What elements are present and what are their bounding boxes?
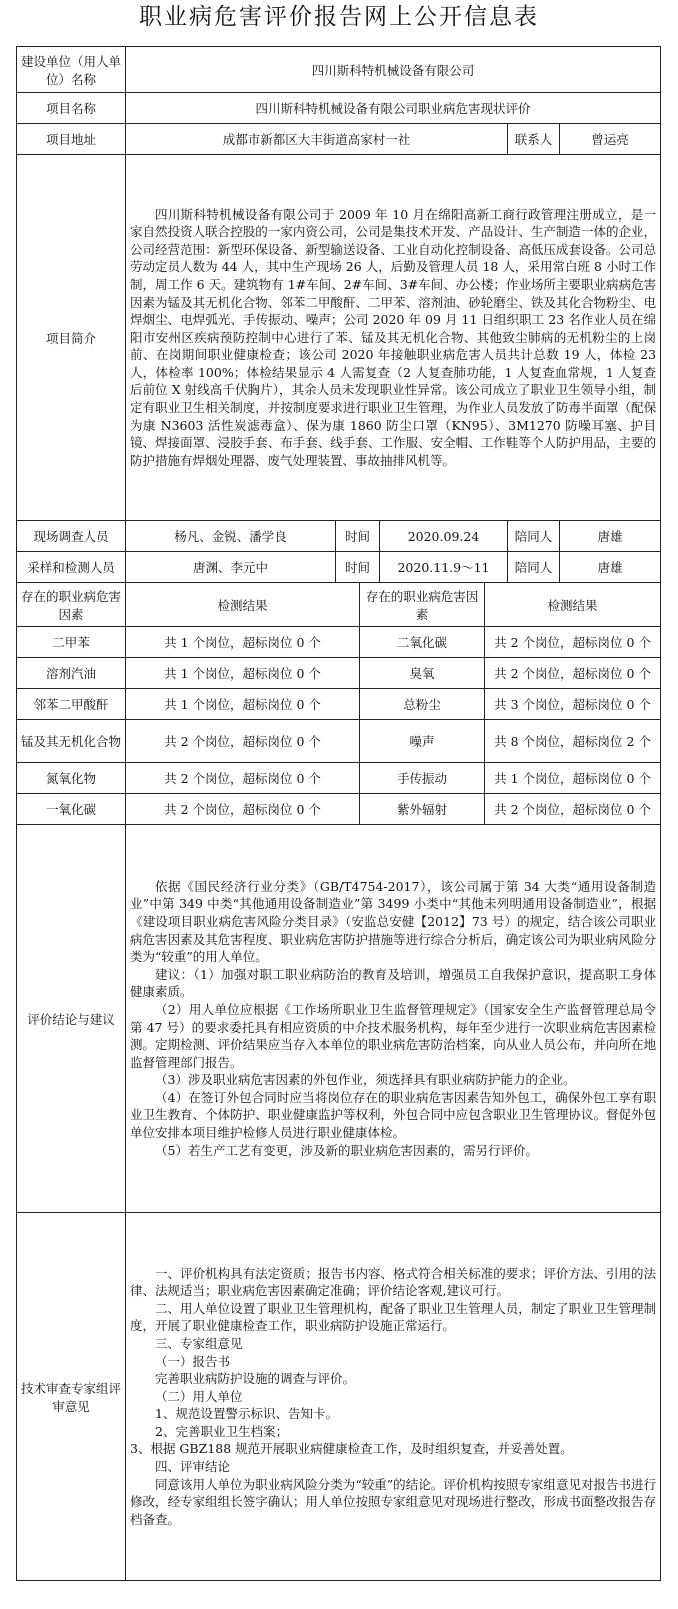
sampling-row bbox=[17, 552, 661, 583]
result-row bbox=[17, 794, 661, 825]
survey-time-label: 时间 bbox=[336, 521, 380, 552]
factor-cell: 邻苯二甲酸酐 bbox=[17, 689, 126, 720]
survey-staff: 杨凡、金锐、潘学良 bbox=[126, 521, 336, 552]
sampling-staff: 唐渊、李元中 bbox=[126, 552, 336, 583]
page-title: 职业病危害评价报告网上公开信息表 bbox=[139, 4, 539, 30]
project-address-row bbox=[17, 124, 661, 155]
survey-row bbox=[17, 521, 661, 552]
conclusion-paragraph: 依据《国民经济行业分类》（GB/T4754-2017），该公司属于第 34 大类“通用设备制造业”中第 349 中类“其他通用设备制造业”第 3499 小类中“其他未列明通用设备制造业”，根据《建设项目职业病危害风险分类目录》（安监总安健【2012】73 号）的规定，结合该公司职业病危害因素及其危害程度、职业病危害防护措施等进行综合分析后，确定该公司为职业病风险分类为“较重”的用人单位。 bbox=[130, 878, 657, 965]
factor-cell: 氮氧化物 bbox=[17, 763, 126, 794]
contact-label: 联系人 bbox=[508, 124, 560, 155]
factor-header-right: 存在的职业病危害因素 bbox=[360, 583, 485, 627]
project-address-value: 成都市新都区大丰街道高家村一社 bbox=[126, 124, 508, 155]
project-name-value: 四川斯科特机械设备有限公司职业病危害现状评价 bbox=[126, 93, 661, 124]
review-paragraph: 四、评审结论 bbox=[155, 1459, 231, 1475]
sampling-companion: 唐雄 bbox=[560, 552, 661, 583]
result-cell: 共 1 个岗位，超标岗位 0 个 bbox=[126, 689, 360, 720]
result-row bbox=[17, 658, 661, 689]
info-table bbox=[16, 46, 661, 1581]
employer-row bbox=[17, 47, 661, 93]
contact-value: 曾运亮 bbox=[560, 124, 661, 155]
review-paragraph: 同意该用人单位为职业病风险分类为“较重”的结论。评价机构按照专家组意见对报告书进行修改，经专家组组长签字确认；用人单位按照专家组意见对现场进行整改，形成书面整改报告存档备查。 bbox=[130, 1476, 657, 1527]
result-cell: 共 1 个岗位，超标岗位 0 个 bbox=[126, 627, 360, 658]
conclusion-row bbox=[17, 825, 661, 1213]
factor-cell: 锰及其无机化合物 bbox=[17, 720, 126, 763]
review-paragraph: （二）用人单位 bbox=[155, 1388, 243, 1404]
result-cell: 共 2 个岗位，超标岗位 0 个 bbox=[485, 627, 661, 658]
survey-companion: 唐雄 bbox=[560, 521, 661, 552]
review-paragraph: 1、规范设置警示标识、告知卡。 bbox=[155, 1406, 338, 1422]
sampling-companion-label: 陪同人 bbox=[508, 552, 560, 583]
factor-cell: 紫外辐射 bbox=[360, 794, 485, 825]
factor-cell: 臭氧 bbox=[360, 658, 485, 689]
sampling-label: 采样和检测人员 bbox=[17, 552, 126, 583]
survey-time: 2020.09.24 bbox=[380, 521, 508, 552]
review-paragraph: 2、完善职业卫生档案； bbox=[155, 1423, 288, 1439]
factor-cell: 溶剂汽油 bbox=[17, 658, 126, 689]
results-header-row bbox=[17, 583, 661, 627]
review-paragraph: （一）报告书 bbox=[155, 1353, 231, 1369]
intro-text: 四川斯科特机械设备有限公司于 2009 年 10 月在绵阳高新工商行政管理注册成立，是一家自然投资人联合控股的一家内资公司，公司是集技术开发、产品设计、生产制造一体的企业，公司经营范围：新型环保设备、新型输送设备、工业自动化控制设备、高低压成套设备。公司总劳动定员人数为 44 人，其中生产现场 26 人，后勤及管理人员 18 人，采用常白班 8 小时工作制，周工作 6 天。建筑物有 1#车间、2#车间、3#车间、办公楼；作业场所主要职业病病危害因素为锰及其无机化合物、邻苯二甲酸酐、二甲苯、溶剂油、砂轮磨尘、铁及其化合物粉尘、电焊烟尘、电焊弧光、手传振动、噪声；公司 2020 年 09 月 11 日组织职工 23 名作业人员在绵阳市安州区疾病预防控制中心进行了苯、锰及其无机化合物、其他致尘肺病的无机粉尘的上岗前、在岗期间职业健康检查；该公司 2020 年接触职业病危害人员共计总数 19 人，体检 23 人，体检率 100%；体检结果显示 4 人需复查（2 人复查肺功能，1 人复查血常规，1 人复查后前位 X 射线高千伏胸片），其余人员未发现职业性异常。该公司成立了职业卫生领导小组，制定有职业卫生相关制度，并按制度要求进行职业卫生管理，为作业人员发放了防毒半面罩（配保为康 N3603 活性炭滤毒盒）、保为康 1860 防尘口罩（KN95）、3M1270 防噪耳塞、护目镜、焊接面罩、浸胶手套、布手套、线手套、工作服、安全帽、工作鞋等个人防护用品，主要的防护措施有焊烟处理器、废气处理装置、事故抽排风机等。 bbox=[126, 155, 661, 521]
conclusion-paragraph: （4）在签订外包合同时应当将岗位存在的职业病危害因素告知外包工，确保外包工享有职业卫生教育、个体防护、职业健康监护等权利，外包合同中应包含职业卫生管理协议。督促外包单位安排本项目维护检修人员进行职业健康体检。 bbox=[130, 1089, 657, 1141]
result-cell: 共 8 个岗位，超标岗位 2 个 bbox=[485, 720, 661, 763]
review-paragraph: 一、评价机构具有法定资质；报告书内容、格式符合相关标准的要求；评价方法、引用的法律、法规适当；职业病危害因素确定准确；评价结论客观,建议可行。 bbox=[130, 1265, 657, 1299]
result-cell: 共 2 个岗位，超标岗位 0 个 bbox=[126, 763, 360, 794]
result-cell: 共 2 个岗位，超标岗位 0 个 bbox=[126, 720, 360, 763]
intro-row bbox=[17, 155, 661, 521]
result-cell: 共 2 个岗位，超标岗位 0 个 bbox=[126, 794, 360, 825]
factor-cell: 总粉尘 bbox=[360, 689, 485, 720]
conclusion-paragraph: （5）若生产工艺有变更，涉及新的职业病危害因素的，需另行评价。 bbox=[155, 1142, 538, 1158]
result-row bbox=[17, 720, 661, 763]
conclusion-text bbox=[126, 825, 661, 1213]
factor-header-left: 存在的职业病危害因素 bbox=[17, 583, 126, 627]
factor-cell: 手传振动 bbox=[360, 763, 485, 794]
result-row bbox=[17, 627, 661, 658]
result-cell: 共 1 个岗位，超标岗位 0 个 bbox=[485, 763, 661, 794]
sampling-time: 2020.11.9～11 bbox=[380, 552, 508, 583]
result-row bbox=[17, 763, 661, 794]
project-name-row bbox=[17, 93, 661, 124]
review-paragraph: 3、根据 GBZ188 规范开展职业病健康检查工作，及时组织复查，并妥善处置。 bbox=[130, 1441, 573, 1457]
result-header-left: 检测结果 bbox=[126, 583, 360, 627]
review-paragraph: 完善职业病防护设施的调查与评价。 bbox=[155, 1371, 356, 1387]
sampling-time-label: 时间 bbox=[336, 552, 380, 583]
result-cell: 共 2 个岗位，超标岗位 0 个 bbox=[485, 794, 661, 825]
employer-value: 四川斯科特机械设备有限公司 bbox=[126, 47, 661, 93]
review-paragraph: 二、用人单位设置了职业卫生管理机构，配备了职业卫生管理人员，制定了职业卫生管理制度，开展了职业健康检查工作，职业病防护设施正常运行。 bbox=[130, 1300, 657, 1334]
result-cell: 共 1 个岗位，超标岗位 0 个 bbox=[126, 658, 360, 689]
factor-cell: 一氧化碳 bbox=[17, 794, 126, 825]
result-header-right: 检测结果 bbox=[485, 583, 661, 627]
conclusion-label: 评价结论与建议 bbox=[17, 825, 126, 1213]
project-name-label: 项目名称 bbox=[17, 93, 126, 124]
survey-companion-label: 陪同人 bbox=[508, 521, 560, 552]
conclusion-paragraph: 建议：（1）加强对职工职业病防治的教育及培训，增强员工自我保护意识，提高职工身体健康素质。 bbox=[130, 966, 657, 1000]
review-row bbox=[17, 1213, 661, 1581]
intro-label: 项目简介 bbox=[17, 155, 126, 521]
result-cell: 共 2 个岗位，超标岗位 0 个 bbox=[485, 658, 661, 689]
factor-cell: 二甲苯 bbox=[17, 627, 126, 658]
conclusion-paragraph: （3）涉及职业病危害因素的外包作业，须选择具有职业病防护能力的企业。 bbox=[155, 1072, 576, 1088]
review-text bbox=[126, 1213, 661, 1581]
result-row bbox=[17, 689, 661, 720]
project-address-label: 项目地址 bbox=[17, 124, 126, 155]
survey-label: 现场调查人员 bbox=[17, 521, 126, 552]
employer-label: 建设单位（用人单位）名称 bbox=[17, 47, 126, 93]
factor-cell: 二氧化碳 bbox=[360, 627, 485, 658]
review-label: 技术审查专家组评审意见 bbox=[17, 1213, 126, 1581]
result-cell: 共 3 个岗位，超标岗位 0 个 bbox=[485, 689, 661, 720]
conclusion-paragraph: （2）用人单位应根据《工作场所职业卫生监督管理规定》（国家安全生产监督管理总局令第 47 号）的要求委托具有相应资质的中介技术服务机构，每年至少进行一次职业病危害因素检测。定期检测、评价结果应当存入本单位的职业病危害防治档案，向从业人员公布，并向所在地监督管理部门报告。 bbox=[130, 1001, 657, 1070]
review-paragraph: 三、专家组意见 bbox=[155, 1335, 243, 1351]
factor-cell: 噪声 bbox=[360, 720, 485, 763]
